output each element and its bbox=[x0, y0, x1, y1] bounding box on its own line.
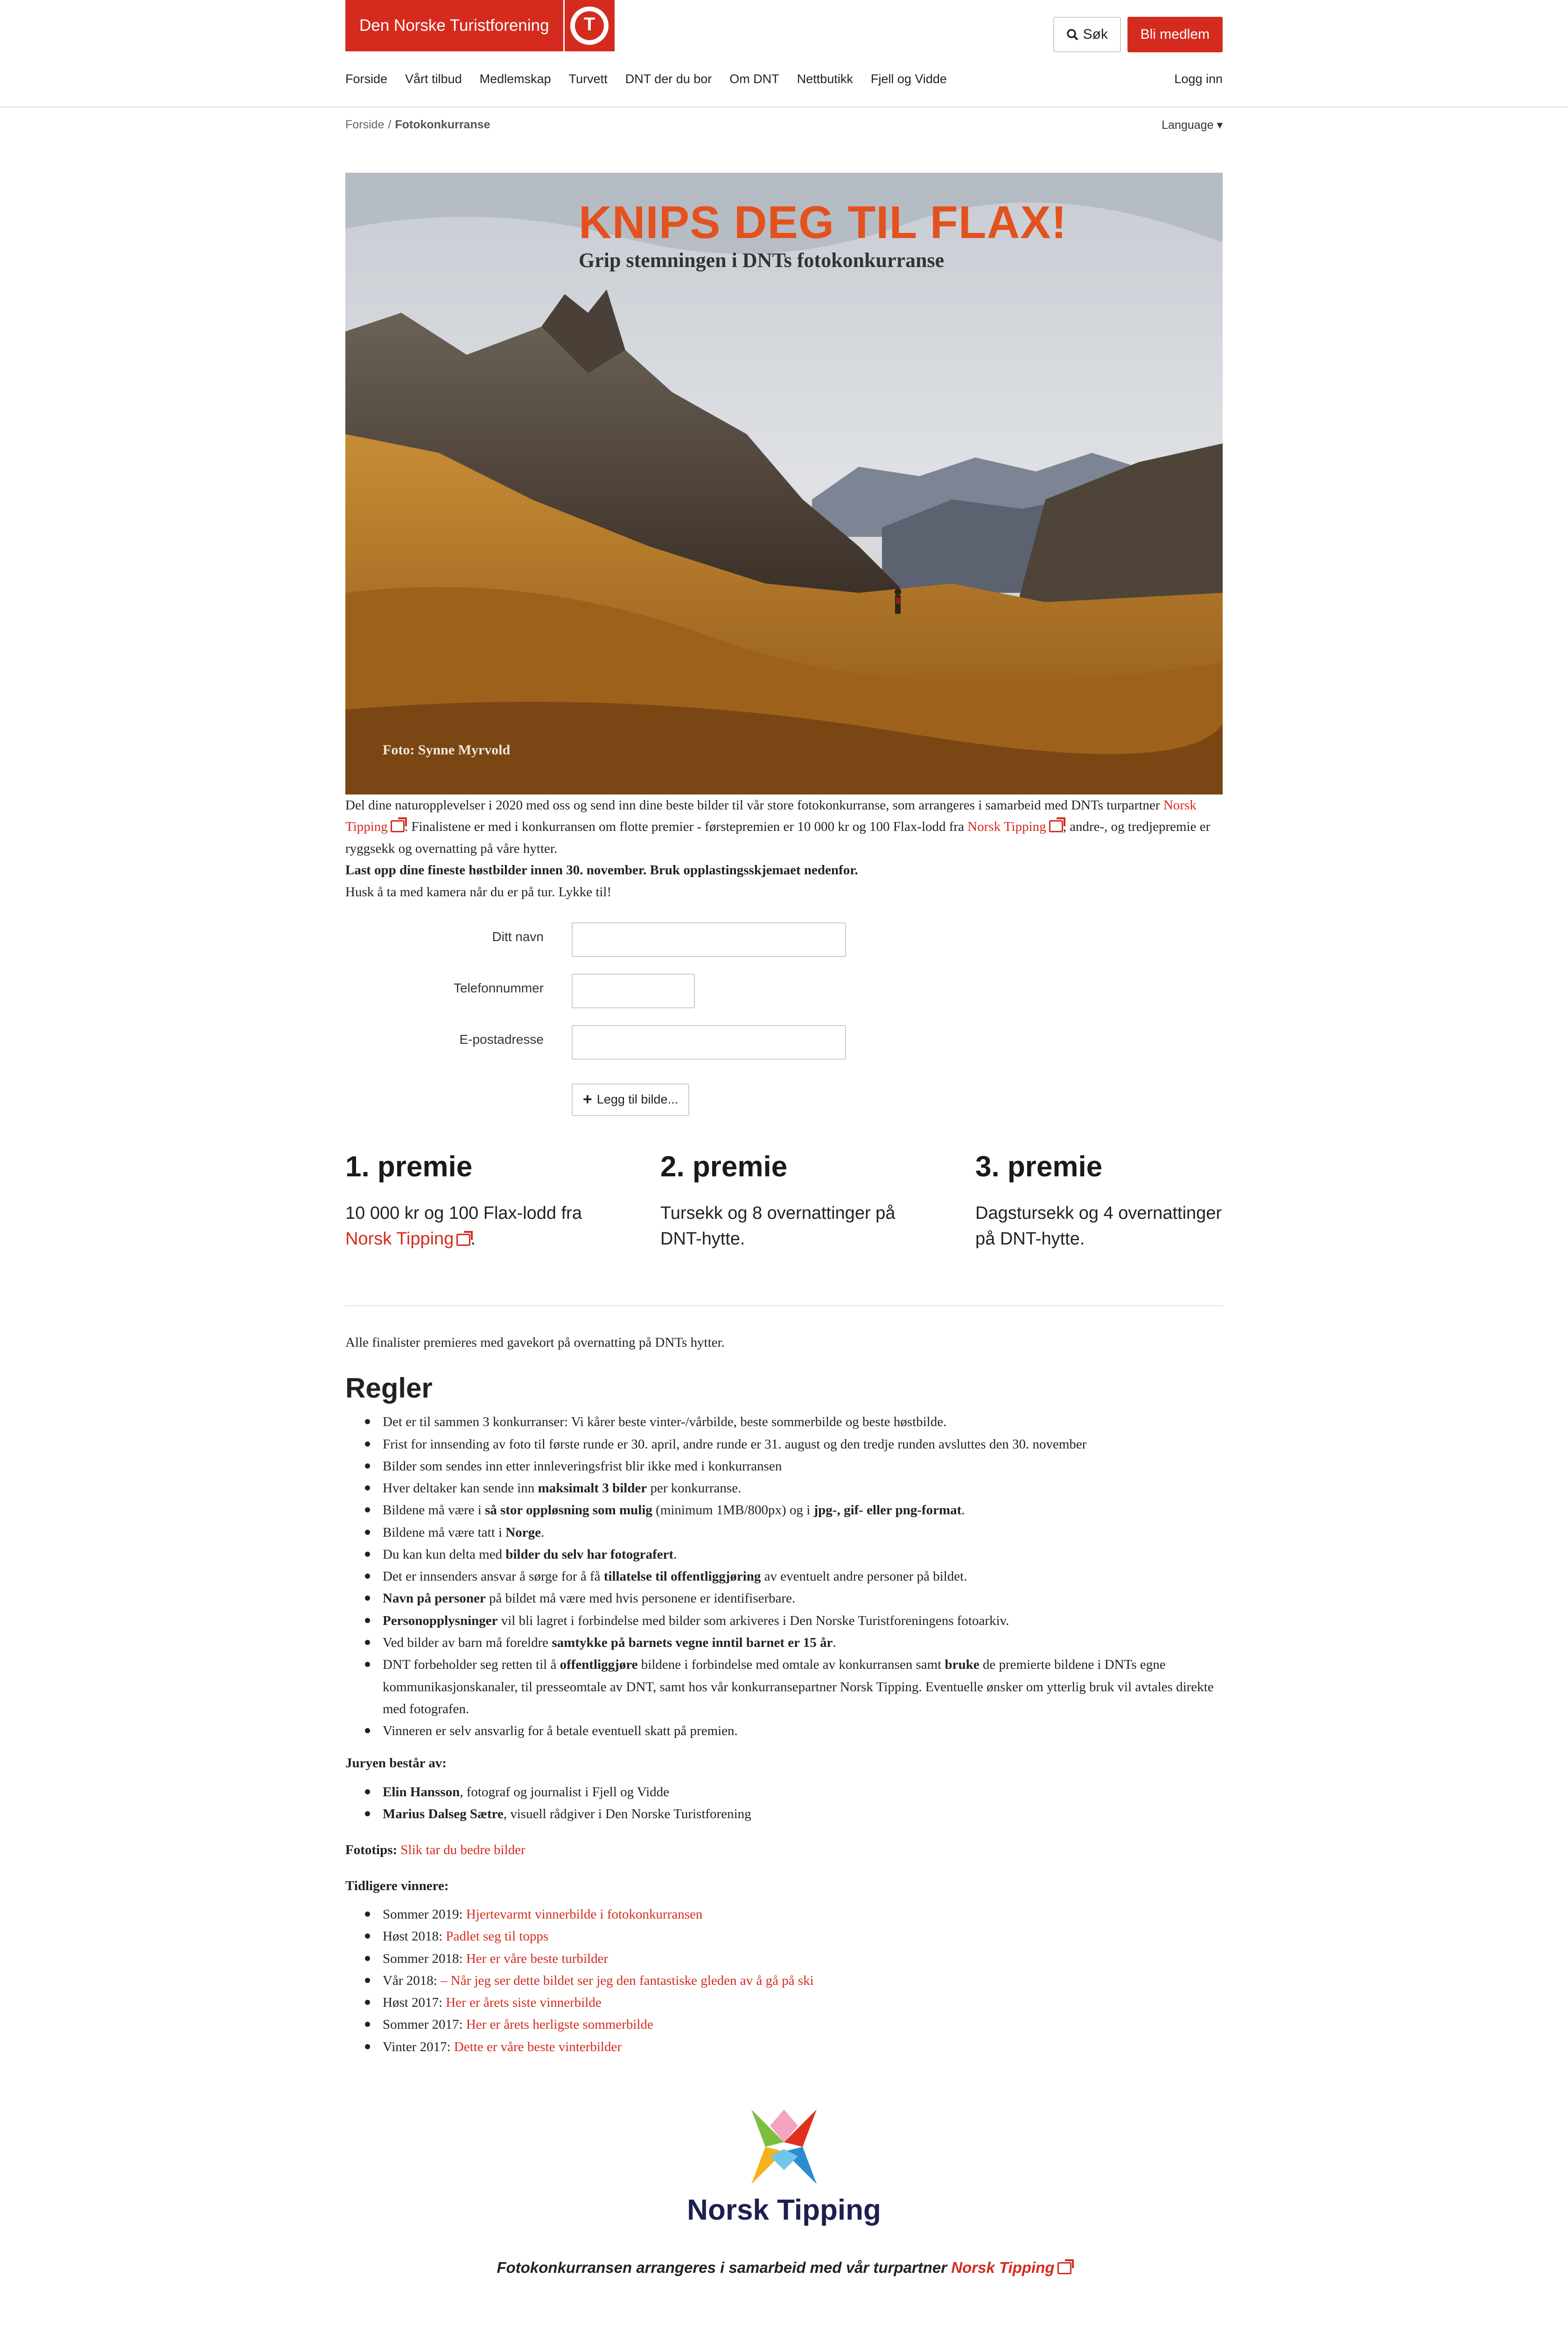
language-selector[interactable] bbox=[1162, 118, 1223, 132]
list-item bbox=[345, 1588, 1223, 1610]
external-link-icon bbox=[1057, 2262, 1071, 2274]
jury-name: Marius Dalseg Sætre bbox=[383, 1806, 504, 1821]
rules-heading: Regler bbox=[345, 1372, 433, 1404]
winner-link[interactable]: Hjertevarmt vinnerbilde i fotokonkurransen bbox=[466, 1907, 703, 1922]
prize-title: 3. premie bbox=[975, 1150, 1103, 1183]
norsk-tipping-mark-icon bbox=[742, 2105, 826, 2189]
list-item bbox=[345, 1610, 1223, 1632]
prize-text: Tursekk og 8 overnattinger på DNT-hytte. bbox=[660, 1203, 896, 1249]
email-label: E-postadresse bbox=[459, 1032, 544, 1047]
prizes bbox=[345, 1151, 1223, 1287]
list-item: Vinneren er selv ansvarlig for å betale eventuell skatt på premien. bbox=[345, 1720, 1223, 1742]
external-link-icon bbox=[391, 820, 405, 832]
login-link[interactable]: Logg inn bbox=[1174, 71, 1223, 86]
list-item bbox=[345, 1522, 1223, 1544]
dnt-emblem-icon bbox=[563, 0, 615, 51]
prize-first bbox=[345, 1151, 593, 1287]
phone-label: Telefonnummer bbox=[454, 980, 544, 995]
nav-item-turvett[interactable]: Turvett bbox=[568, 71, 608, 86]
nav-item-nettbutikk[interactable]: Nettbutikk bbox=[797, 71, 853, 86]
text: . bbox=[833, 1635, 836, 1650]
intro-text-c: , andre-, og tredjepremie er ryggsekk og overnatting på våre hytter. bbox=[345, 819, 1211, 856]
bold-text: bilder du selv har fotografert bbox=[505, 1547, 674, 1562]
dnt-logo[interactable] bbox=[345, 0, 615, 51]
winner-link[interactable]: Padlet seg til topps bbox=[446, 1929, 549, 1944]
add-image-button[interactable] bbox=[572, 1083, 689, 1116]
text: per konkurranse. bbox=[647, 1481, 742, 1496]
nav-item-forside[interactable]: Forside bbox=[345, 71, 388, 86]
bold-text: tillatelse til offentliggjøring bbox=[603, 1569, 761, 1584]
breadcrumb-current: Fotokonkurranse bbox=[395, 118, 490, 131]
list-item bbox=[345, 1632, 1223, 1654]
text: Bildene må være i bbox=[383, 1503, 485, 1518]
tips-label: Fototips: bbox=[345, 1842, 398, 1858]
bold-text: offentliggjøre bbox=[560, 1657, 638, 1673]
bold-text: Navn på personer bbox=[383, 1591, 486, 1606]
list-item bbox=[345, 1904, 1223, 1926]
winner-period: Sommer 2017: bbox=[383, 2017, 466, 2032]
list-item: Bilder som sendes inn etter innleveringsfrist blir ikke med i konkurransen bbox=[345, 1455, 1223, 1477]
winner-link[interactable]: Her er våre beste turbilder bbox=[466, 1951, 609, 1966]
prize-third bbox=[975, 1151, 1223, 1287]
text: . bbox=[673, 1547, 677, 1562]
nav-item-medlemskap[interactable]: Medlemskap bbox=[479, 71, 551, 86]
header bbox=[345, 0, 1223, 106]
divider bbox=[345, 1305, 1223, 1306]
winner-link[interactable]: Dette er våre beste vinterbilder bbox=[454, 2039, 622, 2054]
deadline-notice: Last opp dine fineste høstbilder innen 30. november. Bruk opplastingsskjemaet nedenfor. bbox=[345, 863, 858, 878]
prize-desc: 10 000 kr og 100 Flax-lodd fra bbox=[345, 1203, 582, 1223]
name-input[interactable] bbox=[572, 922, 846, 957]
text: Du kan kun delta med bbox=[383, 1547, 506, 1562]
text: vil bli lagret i forbindelse med bilder som arkiveres i Den Norske Turistforeningens fotoarkiv. bbox=[497, 1613, 1009, 1628]
link-text: Norsk Tipping bbox=[967, 819, 1046, 835]
prize-text bbox=[345, 1201, 593, 1252]
link-text: Norsk Tipping bbox=[345, 798, 1197, 835]
bold-text: maksimalt 3 bilder bbox=[538, 1481, 647, 1496]
norsk-tipping-link[interactable] bbox=[345, 1229, 470, 1249]
text: . bbox=[541, 1525, 545, 1540]
list-item bbox=[345, 1566, 1223, 1588]
list-item bbox=[345, 1544, 1223, 1566]
finalist-note: Alle finalister premieres med gavekort på overnatting på DNTs hytter. bbox=[345, 1335, 725, 1350]
text: Bildene må være tatt i bbox=[383, 1525, 506, 1540]
prize-second bbox=[660, 1151, 908, 1287]
link-text: Norsk Tipping bbox=[345, 1229, 454, 1249]
join-button[interactable]: Bli medlem bbox=[1127, 17, 1223, 52]
list-item bbox=[345, 1992, 1223, 2014]
language-label: Language bbox=[1162, 118, 1214, 132]
text: av eventuelt andre personer på bildet. bbox=[761, 1569, 967, 1584]
reminder-text: Husk å ta med kamera når du er på tur. Lykke til! bbox=[345, 884, 612, 900]
list-item: Frist for innsending av foto til første runde er 30. april, andre runde er 31. august og den tredje runden avsluttes den 30. november bbox=[345, 1434, 1223, 1455]
text: . bbox=[961, 1503, 965, 1518]
text: på bildet må være med hvis personene er identifiserbare. bbox=[485, 1591, 796, 1606]
breadcrumb bbox=[345, 107, 1223, 142]
add-image-label: Legg til bilde... bbox=[596, 1092, 678, 1107]
text: Ved bilder av barn må foreldre bbox=[383, 1635, 552, 1650]
prize-desc-end: . bbox=[470, 1229, 476, 1249]
breadcrumb-home[interactable]: Forside bbox=[345, 118, 385, 131]
bold-text: så stor oppløsning som mulig bbox=[485, 1503, 652, 1518]
text: bildene i forbindelse med omtale av konkurransen samt bbox=[637, 1657, 945, 1673]
tips-link[interactable]: Slik tar du bedre bilder bbox=[400, 1842, 525, 1858]
caret-down-icon: ▾ bbox=[1217, 118, 1223, 132]
list-item: Det er til sammen 3 konkurranser: Vi kårer beste vinter-/vårbilde, beste sommerbilde og beste høstbilde. bbox=[345, 1411, 1223, 1433]
list-item bbox=[345, 1477, 1223, 1499]
list-item bbox=[345, 1781, 1223, 1803]
photo-credit: Foto: Synne Myrvold bbox=[383, 742, 511, 758]
intro-paragraph bbox=[345, 794, 1223, 859]
nav-item-fjell-og-vidde[interactable]: Fjell og Vidde bbox=[870, 71, 947, 86]
bold-text: jpg-, gif- eller png-format bbox=[813, 1503, 962, 1518]
jury-role: , fotograf og journalist i Fjell og Vidde bbox=[460, 1784, 670, 1800]
winner-period: Høst 2017: bbox=[383, 1995, 446, 2011]
intro bbox=[345, 794, 1223, 903]
winners-heading: Tidligere vinnere: bbox=[345, 1878, 449, 1893]
jury-list bbox=[345, 1781, 1223, 1826]
list-item bbox=[345, 1948, 1223, 1970]
winner-period: Sommer 2018: bbox=[383, 1951, 466, 1966]
hero-subtitle: Grip stemningen i DNTs fotokonkurranse bbox=[579, 249, 945, 272]
upload-form bbox=[345, 922, 1223, 1114]
external-link-icon bbox=[456, 1234, 470, 1246]
prize-title: 2. premie bbox=[660, 1150, 788, 1183]
norsk-tipping-logo[interactable] bbox=[345, 2105, 1223, 2254]
bold-text: samtykke på barnets vegne inntil barnet er 15 år bbox=[552, 1635, 833, 1650]
winner-period: Vinter 2017: bbox=[383, 2039, 454, 2054]
winner-link[interactable]: Her er årets herligste sommerbilde bbox=[466, 2017, 653, 2032]
phone-input[interactable] bbox=[572, 974, 695, 1008]
external-link-icon bbox=[1049, 820, 1063, 832]
winner-period: Sommer 2019: bbox=[383, 1907, 466, 1922]
text: de premierte bildene i DNTs egne kommunikasjonskanaler, til presseomtale av DNT, samt hos vår konkurransepartner Norsk Tipping. Eventuelle ønsker om ytterlig bruk vil avtales direkte med fotografen. bbox=[383, 1657, 1214, 1716]
search-button[interactable] bbox=[1053, 17, 1121, 52]
name-label: Ditt navn bbox=[492, 929, 544, 944]
plus-icon: + bbox=[583, 1090, 592, 1109]
nav-item-vart-tilbud[interactable]: Vårt tilbud bbox=[405, 71, 462, 86]
list-item bbox=[345, 1499, 1223, 1521]
nav-item-dnt-der-du-bor[interactable]: DNT der du bor bbox=[625, 71, 712, 86]
nav-item-om-dnt[interactable]: Om DNT bbox=[729, 71, 779, 86]
jury-heading: Juryen består av: bbox=[345, 1756, 447, 1771]
text: DNT forbeholder seg retten til å bbox=[383, 1657, 560, 1673]
norsk-tipping-link[interactable] bbox=[951, 2259, 1071, 2276]
jury-role: , visuell rådgiver i Den Norske Turistforening bbox=[503, 1806, 751, 1821]
winners-list bbox=[345, 1904, 1223, 2058]
list-item bbox=[345, 2014, 1223, 2036]
bold-text: Norge bbox=[505, 1525, 541, 1540]
bold-text: Personopplysninger bbox=[383, 1613, 498, 1628]
prize-text: Dagstursekk og 4 overnattinger på DNT-hytte. bbox=[975, 1203, 1222, 1249]
winner-link[interactable]: – Når jeg ser dette bildet ser jeg den fantastiske gleden av å gå på ski bbox=[441, 1973, 814, 1988]
list-item bbox=[345, 1654, 1223, 1720]
winner-link[interactable]: Her er årets siste vinnerbilde bbox=[446, 1995, 602, 2011]
list-item bbox=[345, 1803, 1223, 1825]
text: Hver deltaker kan sende inn bbox=[383, 1481, 538, 1496]
search-icon bbox=[1066, 28, 1078, 41]
partner-text: Fotokonkurransen arrangeres i samarbeid med vår turpartner bbox=[497, 2258, 952, 2276]
search-label: Søk bbox=[1083, 27, 1108, 42]
partner-statement bbox=[345, 2259, 1223, 2277]
list-item bbox=[345, 1970, 1223, 1992]
link-text: Norsk Tipping bbox=[951, 2258, 1055, 2276]
rules-list bbox=[345, 1411, 1223, 1742]
list-item bbox=[345, 1926, 1223, 1947]
winner-period: Høst 2018: bbox=[383, 1929, 446, 1944]
hero-image bbox=[345, 173, 1223, 794]
text: (minimum 1MB/800px) og i bbox=[652, 1503, 814, 1518]
email-input[interactable] bbox=[572, 1025, 846, 1060]
bold-text: bruke bbox=[945, 1657, 980, 1673]
text: Det er innsenders ansvar å sørge for å få bbox=[383, 1569, 604, 1584]
prize-title: 1. premie bbox=[345, 1150, 473, 1183]
hero-title: KNIPS DEG TIL FLAX! bbox=[579, 197, 1067, 248]
tips bbox=[345, 1839, 1223, 1861]
winner-period: Vår 2018: bbox=[383, 1973, 441, 1988]
jury-name: Elin Hansson bbox=[383, 1784, 460, 1800]
list-item bbox=[345, 2036, 1223, 2058]
logo-text: Den Norske Turistforening bbox=[359, 16, 549, 35]
main-nav bbox=[345, 51, 1223, 106]
norsk-tipping-wordmark: Norsk Tipping bbox=[687, 2193, 881, 2226]
intro-text-b: . Finalistene er med i konkurransen om flotte premier - førstepremien er 10 000 kr og 100 Flax-lodd fra bbox=[404, 819, 968, 835]
intro-text-a: Del dine naturopplevelser i 2020 med oss og send inn dine beste bilder til vår store fotokonkurranse, som arrangeres i samarbeid med DNTs turpartner bbox=[345, 798, 1163, 813]
breadcrumb-separator: / bbox=[388, 118, 392, 131]
norsk-tipping-link[interactable] bbox=[967, 819, 1063, 834]
